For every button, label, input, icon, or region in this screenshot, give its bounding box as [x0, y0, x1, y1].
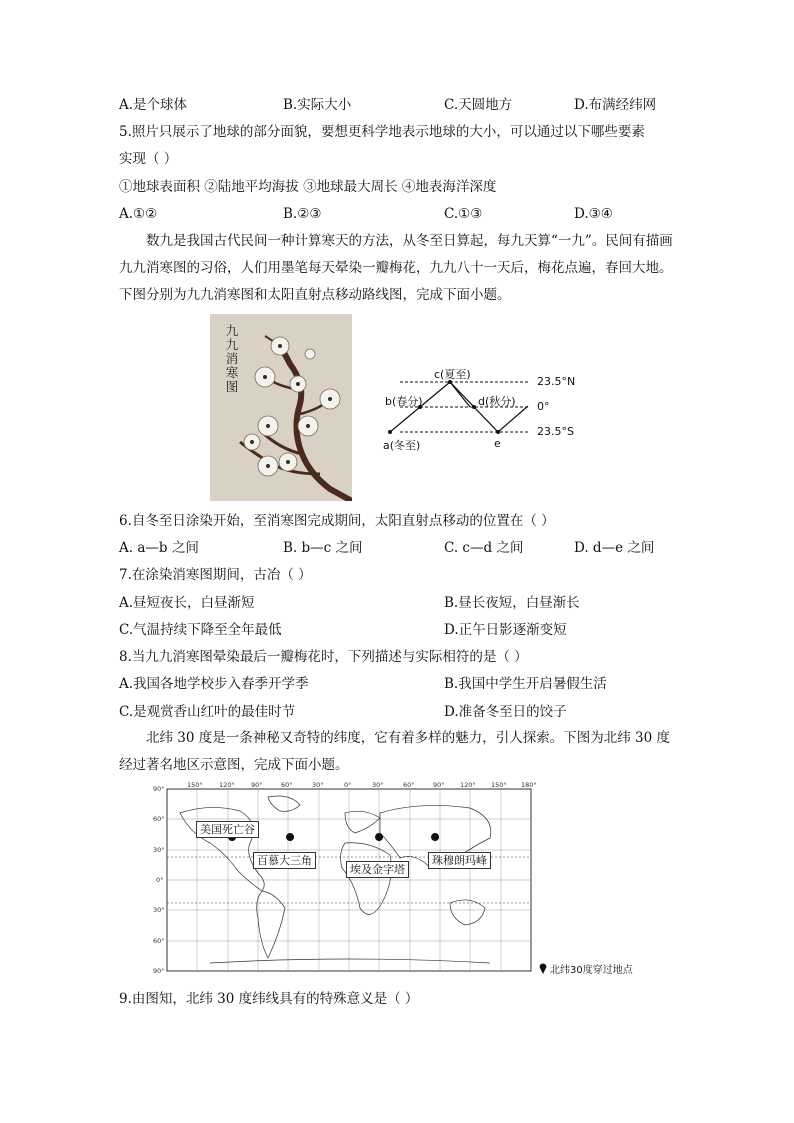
q7-stem: 7.在涂染消寒图期间，古冶（ ）	[119, 567, 312, 583]
deg-top-4: 60°	[281, 781, 293, 789]
q5-option-a: A.①②	[119, 206, 158, 222]
q8-stem: 8.当九九消寒图晕染最后一瓣梅花时，下列描述与实际相符的是（ ）	[119, 649, 528, 665]
deg-top-2: 120°	[219, 781, 235, 789]
painting-title: 九 九 消 寒 图	[225, 323, 239, 394]
deg-left-6: 60°	[153, 937, 165, 945]
q7-option-d: D.正午日影逐渐变短	[444, 622, 567, 638]
label-d: d(秋分)	[478, 395, 516, 408]
label-pyramids: 埃及金字塔	[346, 861, 409, 878]
deg-top-3: 90°	[251, 781, 263, 789]
deg-top-11: 150°	[491, 781, 507, 789]
deg-top-10: 120°	[460, 781, 476, 789]
deg-left-2: 60°	[153, 815, 165, 823]
deg-left-5: 30°	[153, 906, 165, 914]
passage-30n: 北纬 30 度是一条神秘又奇特的纬度，它有着多样的魅力，引人探索。下图为北纬 30 度经过著名地区示意图，完成下面小题。	[119, 730, 671, 773]
label-a: a(冬至)	[383, 439, 421, 452]
deg-top-7: 30°	[372, 781, 384, 789]
deg-top-5: 30°	[312, 781, 324, 789]
q6-stem: 6.自冬至日涂染开始，至消寒图完成期间，太阳直射点移动的位置在（ ）	[119, 513, 555, 529]
deg-top-8: 60°	[403, 781, 415, 789]
q6-option-a: A. a—b 之间	[119, 540, 199, 556]
deg-top-9: 90°	[433, 781, 445, 789]
q6-option-b: B. b—c 之间	[283, 540, 363, 556]
label-23n: 23.5°N	[537, 375, 576, 388]
label-23s: 23.5°S	[537, 425, 574, 438]
label-death-valley: 美国死亡谷	[196, 821, 259, 838]
label-b: b(春分)	[385, 395, 423, 408]
q9-stem: 9.由图知，北纬 30 度纬线具有的特殊意义是（ ）	[119, 991, 419, 1007]
deg-left-4: 0°	[156, 876, 164, 884]
q5-stem-line2: 实现（ ）	[119, 151, 178, 167]
q4-option-c: C.天圆地方	[444, 97, 513, 113]
q5-option-b: B.②③	[283, 206, 322, 222]
deg-top-1: 150°	[187, 781, 203, 789]
passage-shujiu: 数九是我国古代民间一种计算寒天的方法，从冬至日算起，每九天算“一九”。民间有描画九九消寒图的习俗，人们用墨笔每天晕染一瓣梅花，九九八十一天后，梅花点遍，春回大地。下图分别为九九消寒图和太阳直射点移动路线图，完成下面小题。	[119, 233, 673, 303]
q5-option-d: D.③④	[574, 206, 613, 222]
deg-left-1: 90°	[153, 785, 165, 793]
q6-option-c: C. c—d 之间	[444, 540, 524, 556]
q8-option-b: B.我国中学生开启暑假生活	[444, 676, 607, 692]
label-equator: 0°	[537, 400, 550, 413]
deg-top-12: 180°	[521, 781, 537, 789]
label-c: c(夏至)	[434, 368, 471, 381]
label-e: e	[494, 437, 501, 450]
q7-option-b: B.昼长夜短，白昼渐长	[444, 595, 580, 611]
label-bermuda: 百慕大三角	[253, 852, 316, 869]
q4-option-b: B.实际大小	[283, 97, 352, 113]
q4-option-a: A.是个球体	[119, 97, 188, 113]
q4-option-d: D.布满经纬网	[574, 97, 657, 113]
q5-stem-line1: 5.照片只展示了地球的部分面貌，要想更科学地表示地球的大小，可以通过以下哪些要素	[119, 124, 645, 140]
q6-option-d: D. d—e 之间	[574, 540, 655, 556]
q5-option-c: C.①③	[444, 206, 483, 222]
q7-option-a: A.昼短夜长，白昼渐短	[119, 595, 255, 611]
plum-blossom-painting	[210, 314, 352, 501]
deg-left-3: 30°	[153, 846, 165, 854]
map-legend: 北纬30度穿过地点	[550, 965, 633, 976]
q8-option-a: A.我国各地学校步入春季开学季	[119, 676, 309, 692]
map-pins	[150, 783, 540, 975]
q5-items: ①地球表面积 ②陆地平均海拔 ③地球最大周长 ④地表海洋深度	[119, 179, 497, 195]
q7-option-c: C.气温持续下降至全年最低	[119, 622, 282, 638]
deg-top-6: 0°	[344, 781, 352, 789]
q8-option-c: C.是观赏香山红叶的最佳时节	[119, 704, 296, 720]
deg-left-7: 90°	[153, 967, 165, 975]
world-map	[150, 783, 540, 975]
label-everest: 珠穆朗玛峰	[428, 852, 491, 869]
plum-branch-drawing	[210, 314, 352, 501]
map-pin-icon	[538, 962, 548, 975]
q8-option-d: D.准备冬至日的饺子	[444, 704, 567, 720]
